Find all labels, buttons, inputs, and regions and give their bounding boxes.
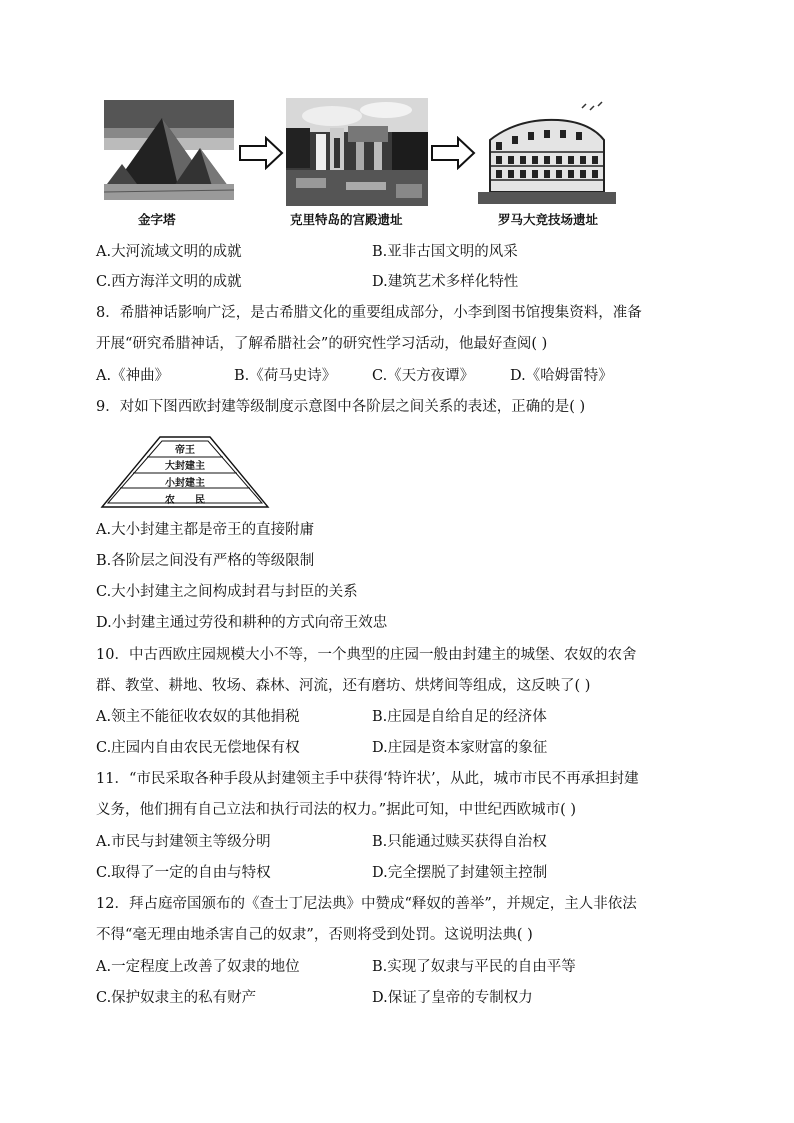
q10-option-d: D.庄园是资本家财富的象征 <box>372 740 548 756</box>
pyramid-level-peasants: 农 民 <box>165 495 205 506</box>
q11-option-b: B.只能通过赎买获得自治权 <box>372 834 547 850</box>
q10-stem: 10．中古西欧庄园规模大小不等，一个典型的庄园一般由封建主的城堡、农奴的农舍 <box>96 647 637 663</box>
colosseum-photo <box>478 100 616 204</box>
figure-caption: 金字塔 <box>138 212 176 227</box>
q7-option-a: A.大河流域文明的成就 <box>96 244 242 260</box>
q8-option-a: A.《神曲》 <box>96 368 170 384</box>
right-arrow-icon <box>430 136 476 170</box>
q12-stem: 不得“毫无理由地杀害自己的奴隶”，否则将受到处罚。这说明法典( ) <box>96 927 533 943</box>
q10-option-c: C.庄园内自由农民无偿地保有权 <box>96 740 300 756</box>
q12-stem: 12．拜占庭帝国颁布的《查士丁尼法典》中赞成“释奴的善举”，并规定，主人非依法 <box>96 896 637 912</box>
q7-option-d: D.建筑艺术多样化特性 <box>372 274 519 290</box>
q7-figure <box>100 98 620 233</box>
q12-option-b: B.实现了奴隶与平民的自由平等 <box>372 959 576 975</box>
q12-option-a: A.一定程度上改善了奴隶的地位 <box>96 959 300 975</box>
q9-stem: 9．对如下图西欧封建等级制度示意图中各阶层之间关系的表述，正确的是( ) <box>96 399 586 415</box>
palace-ruins-photo <box>286 98 428 206</box>
pyramid-level-emperor: 帝王 <box>175 445 195 456</box>
q10-stem: 群、教堂、耕地、牧场、森林、河流，还有磨坊、烘烤间等组成，这反映了( ) <box>96 678 591 694</box>
q8-stem: 8．希腊神话影响广泛，是古希腊文化的重要组成部分，小李到图书馆搜集资料，准备 <box>96 305 642 321</box>
feudal-hierarchy-pyramid <box>100 436 270 510</box>
figure-caption: 罗马大竞技场遗址 <box>498 212 599 227</box>
q9-option-b: B.各阶层之间没有严格的等级限制 <box>96 553 315 569</box>
q9-option-a: A.大小封建主都是帝王的直接附庸 <box>96 522 315 538</box>
q8-option-c: C.《天方夜谭》 <box>372 368 475 384</box>
q9-option-c: C.大小封建主之间构成封君与封臣的关系 <box>96 584 358 600</box>
right-arrow-icon <box>238 136 284 170</box>
q11-option-a: A.市民与封建领主等级分明 <box>96 834 271 850</box>
pyramid-level-great-lords: 大封建主 <box>165 461 205 472</box>
q11-stem: 11．“市民采取各种手段从封建领主手中获得‘特许状’，从此，城市市民不再承担封建 <box>96 771 639 787</box>
figure-caption: 克里特岛的宫殿遗址 <box>290 212 403 227</box>
q12-option-d: D.保证了皇帝的专制权力 <box>372 990 533 1006</box>
q10-option-b: B.庄园是自给自足的经济体 <box>372 709 547 725</box>
q9-option-d: D.小封建主通过劳役和耕种的方式向帝王效忠 <box>96 615 388 631</box>
pyramid-level-lesser-lords: 小封建主 <box>165 478 205 489</box>
q8-stem: 开展“研究希腊神话，了解希腊社会”的研究性学习活动，他最好查阅( ) <box>96 336 548 352</box>
q11-option-d: D.完全摆脱了封建领主控制 <box>372 865 548 881</box>
q11-stem: 义务，他们拥有自己立法和执行司法的权力。”据此可知，中世纪西欧城市( ) <box>96 802 577 818</box>
q7-option-c: C.西方海洋文明的成就 <box>96 274 242 290</box>
q8-option-d: D.《哈姆雷特》 <box>510 368 613 384</box>
q12-option-c: C.保护奴隶主的私有财产 <box>96 990 257 1006</box>
q11-option-c: C.取得了一定的自由与特权 <box>96 865 271 881</box>
q7-option-b: B.亚非古国文明的风采 <box>372 244 518 260</box>
q10-option-a: A.领主不能征收农奴的其他捐税 <box>96 709 300 725</box>
q8-option-b: B.《荷马史诗》 <box>234 368 337 384</box>
pyramid-photo <box>104 100 234 200</box>
